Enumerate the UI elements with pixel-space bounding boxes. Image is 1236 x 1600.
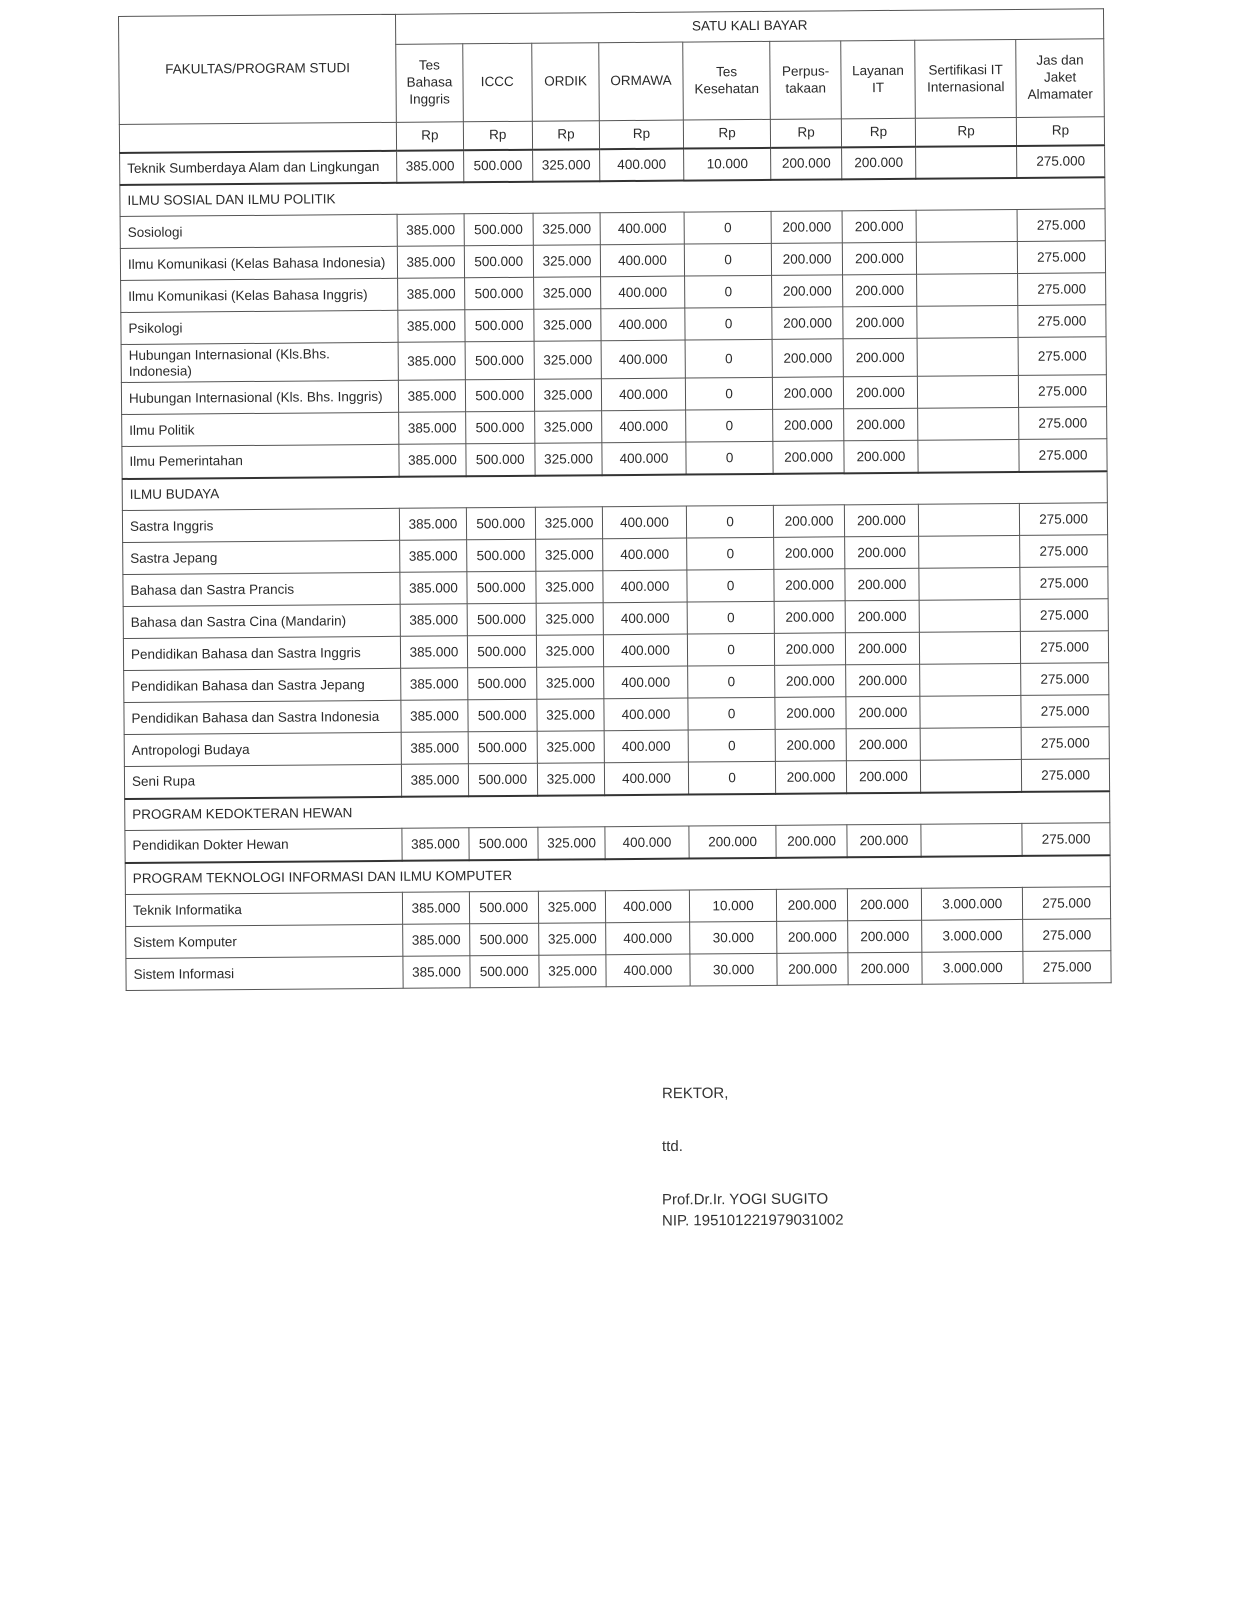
fee-value: 325.000 xyxy=(535,443,603,476)
fee-value: 10.000 xyxy=(683,147,771,180)
fee-value: 200.000 xyxy=(773,339,844,378)
currency-label: Rp xyxy=(532,121,599,150)
fee-value: 325.000 xyxy=(532,149,600,182)
program-name: Pendidikan Bahasa dan Sastra Inggris xyxy=(123,636,401,670)
fee-value: 200.000 xyxy=(842,242,917,275)
fee-value: 200.000 xyxy=(774,505,845,538)
fee-value: 275.000 xyxy=(1021,727,1109,760)
program-name: Bahasa dan Sastra Prancis xyxy=(123,572,401,606)
fee-value: 400.000 xyxy=(604,666,688,699)
fee-value: 0 xyxy=(687,569,775,602)
fee-value: 275.000 xyxy=(1019,439,1107,472)
fee-value: 200.000 xyxy=(771,147,842,180)
program-name: Sistem Komputer xyxy=(126,924,404,958)
fee-value: 0 xyxy=(685,409,773,442)
fee-value: 325.000 xyxy=(536,603,604,636)
fee-value: 0 xyxy=(685,377,773,410)
fee-value: 385.000 xyxy=(403,924,470,957)
fee-value: 0 xyxy=(688,697,776,730)
section-title: PROGRAM KEDOKTERAN HEWAN xyxy=(125,791,1110,831)
currency-label: Rp xyxy=(397,122,463,151)
fee-value: 30.000 xyxy=(689,921,777,954)
fee-value: 275.000 xyxy=(1019,375,1107,408)
program-name: Ilmu Politik xyxy=(122,412,400,446)
fee-value: 500.000 xyxy=(467,699,537,732)
fee-value: 200.000 xyxy=(844,504,919,537)
program-name: Sistem Informasi xyxy=(126,956,404,990)
fee-value: 275.000 xyxy=(1020,503,1108,536)
fee-value: 500.000 xyxy=(466,571,536,604)
fee-value: 400.000 xyxy=(604,730,688,763)
program-name: Teknik Sumberdaya Alam dan Lingkungan xyxy=(120,150,398,184)
column-header: Layanan IT xyxy=(841,40,916,119)
signature-nip: NIP. 195101221979031002 xyxy=(661,1211,844,1230)
fee-value: 0 xyxy=(684,243,772,276)
fee-value: 0 xyxy=(684,211,772,244)
fee-value: 200.000 xyxy=(774,569,845,602)
fee-value: 500.000 xyxy=(465,379,535,412)
fee-value: 0 xyxy=(687,665,775,698)
fee-value: 325.000 xyxy=(537,763,605,796)
fee-value: 275.000 xyxy=(1017,241,1105,274)
fee-value: 500.000 xyxy=(463,149,533,182)
fee-value xyxy=(921,823,1022,856)
fee-value: 0 xyxy=(686,441,774,474)
fee-value: 275.000 xyxy=(1018,273,1106,306)
signature-name: Prof.Dr.Ir. YOGI SUGITO xyxy=(661,1190,829,1209)
fee-value: 500.000 xyxy=(469,923,539,956)
fee-value: 325.000 xyxy=(536,539,604,572)
fee-value: 0 xyxy=(688,729,776,762)
fee-value: 325.000 xyxy=(533,213,601,246)
fee-value: 325.000 xyxy=(537,699,605,732)
section-title: PROGRAM TEKNOLOGI INFORMASI DAN ILMU KOMPUTER xyxy=(125,855,1110,895)
fee-value xyxy=(919,535,1020,568)
fee-value: 200.000 xyxy=(777,921,848,954)
fee-value: 325.000 xyxy=(538,891,606,924)
fee-value: 200.000 xyxy=(777,889,848,922)
fee-value: 200.000 xyxy=(843,376,918,409)
program-name: Bahasa dan Sastra Cina (Mandarin) xyxy=(123,604,401,638)
fee-value: 385.000 xyxy=(402,828,469,861)
fee-value: 325.000 xyxy=(534,379,602,412)
fee-value xyxy=(919,599,1020,632)
fee-value: 0 xyxy=(686,537,774,570)
fee-value: 400.000 xyxy=(603,538,687,571)
fee-value: 385.000 xyxy=(403,892,470,925)
fee-value: 325.000 xyxy=(537,731,605,764)
currency-spacer xyxy=(119,122,397,152)
fee-value: 3.000.000 xyxy=(922,919,1023,952)
column-header: Sertifikasi IT Internasional xyxy=(915,39,1017,118)
fee-value: 500.000 xyxy=(465,341,535,380)
fee-value: 200.000 xyxy=(775,601,846,634)
fee-value: 400.000 xyxy=(602,378,686,411)
fee-value xyxy=(917,337,1018,376)
fee-value: 3.000.000 xyxy=(922,887,1023,920)
fee-value: 200.000 xyxy=(775,633,846,666)
fee-value: 385.000 xyxy=(398,310,465,343)
fee-value: 500.000 xyxy=(464,245,534,278)
fee-value: 500.000 xyxy=(469,955,539,988)
fee-value xyxy=(919,567,1020,600)
fee-value: 0 xyxy=(686,505,774,538)
fee-value: 385.000 xyxy=(401,636,468,669)
fee-value: 275.000 xyxy=(1017,209,1105,242)
fee-value: 200.000 xyxy=(773,377,844,410)
program-name: Pendidikan Bahasa dan Sastra Indonesia xyxy=(124,700,402,734)
fee-value xyxy=(920,695,1021,728)
fee-table-body xyxy=(120,145,1112,991)
fee-value: 400.000 xyxy=(606,922,690,955)
column-header: Perpus-takaan xyxy=(770,41,841,120)
fee-value: 500.000 xyxy=(464,277,534,310)
fee-value: 325.000 xyxy=(534,341,602,380)
fee-value xyxy=(918,439,1019,472)
fee-value: 400.000 xyxy=(605,826,689,859)
fee-value: 400.000 xyxy=(604,698,688,731)
fee-value: 30.000 xyxy=(690,953,778,986)
fee-value: 400.000 xyxy=(606,890,690,923)
fee-value: 400.000 xyxy=(601,276,685,309)
fee-value: 200.000 xyxy=(846,728,921,761)
program-name: Teknik Informatika xyxy=(125,892,403,926)
program-name: Hubungan Internasional (Kls. Bhs. Inggris) xyxy=(121,380,399,414)
fee-value: 200.000 xyxy=(846,760,921,793)
fee-value: 275.000 xyxy=(1020,567,1108,600)
fee-value: 500.000 xyxy=(464,309,534,342)
fee-value: 200.000 xyxy=(842,210,917,243)
fee-value: 275.000 xyxy=(1022,759,1110,792)
fee-value xyxy=(916,209,1017,242)
fee-value: 200.000 xyxy=(845,632,920,665)
currency-label: Rp xyxy=(1016,117,1104,146)
currency-label: Rp xyxy=(916,117,1017,146)
currency-label: Rp xyxy=(683,119,771,148)
fee-value: 385.000 xyxy=(398,246,465,279)
fee-value: 500.000 xyxy=(466,539,536,572)
column-header: Tes Kesehatan xyxy=(683,41,771,120)
fee-value: 200.000 xyxy=(772,211,843,244)
section-title: ILMU SOSIAL DAN ILMU POLITIK xyxy=(120,177,1105,217)
fee-value xyxy=(919,503,1020,536)
fee-value: 200.000 xyxy=(843,338,918,377)
fee-value: 275.000 xyxy=(1020,599,1108,632)
fee-value: 200.000 xyxy=(772,243,843,276)
fee-value: 385.000 xyxy=(398,278,465,311)
fee-value: 500.000 xyxy=(468,763,538,796)
fee-value: 325.000 xyxy=(533,245,601,278)
program-name: Pendidikan Bahasa dan Sastra Jepang xyxy=(124,668,402,702)
fee-value: 200.000 xyxy=(841,146,916,179)
column-header: ORDIK xyxy=(532,43,600,122)
fee-value: 275.000 xyxy=(1021,695,1109,728)
table-row xyxy=(126,951,1111,991)
fee-value: 500.000 xyxy=(468,731,538,764)
program-name: Ilmu Komunikasi (Kelas Bahasa Indonesia) xyxy=(120,246,398,280)
fee-value: 200.000 xyxy=(775,697,846,730)
fee-value: 0 xyxy=(685,339,773,378)
fee-value: 400.000 xyxy=(606,954,690,987)
fee-value xyxy=(916,145,1017,178)
fee-value: 200.000 xyxy=(844,440,919,473)
fee-value: 385.000 xyxy=(400,572,467,605)
fee-value: 500.000 xyxy=(465,411,535,444)
program-name: Pendidikan Dokter Hewan xyxy=(125,828,403,862)
fee-value: 200.000 xyxy=(842,274,917,307)
fee-value: 385.000 xyxy=(403,956,470,989)
fee-value: 500.000 xyxy=(464,213,534,246)
fee-value xyxy=(918,407,1019,440)
fee-value: 200.000 xyxy=(776,729,847,762)
fee-value: 200.000 xyxy=(772,307,843,340)
fee-value: 325.000 xyxy=(539,955,607,988)
fee-value: 325.000 xyxy=(536,571,604,604)
fee-value: 275.000 xyxy=(1022,823,1110,856)
fee-value: 3.000.000 xyxy=(922,951,1023,984)
program-header: FAKULTAS/PROGRAM STUDI xyxy=(119,14,397,124)
fee-value: 200.000 xyxy=(844,536,919,569)
currency-label: Rp xyxy=(463,121,533,150)
fee-value xyxy=(918,375,1019,408)
fee-value: 385.000 xyxy=(401,700,468,733)
column-header: Jas dan Jaket Almamater xyxy=(1016,39,1104,118)
column-header: Tes Bahasa Inggris xyxy=(396,44,463,123)
fee-value: 200.000 xyxy=(845,568,920,601)
fee-value: 200.000 xyxy=(848,952,923,985)
fee-value: 0 xyxy=(684,275,772,308)
fee-value: 385.000 xyxy=(398,342,465,381)
currency-label: Rp xyxy=(771,119,842,148)
fee-value: 200.000 xyxy=(777,953,848,986)
fee-value: 275.000 xyxy=(1018,337,1106,376)
fee-value: 500.000 xyxy=(469,891,539,924)
fee-value: 275.000 xyxy=(1018,305,1106,338)
fee-value: 385.000 xyxy=(400,540,467,573)
fee-value: 385.000 xyxy=(397,150,464,183)
program-name: Seni Rupa xyxy=(124,764,402,798)
fee-value: 400.000 xyxy=(600,148,684,181)
fee-value: 500.000 xyxy=(465,443,535,476)
signature-signed: ttd. xyxy=(661,1137,683,1156)
fee-value: 400.000 xyxy=(603,570,687,603)
fee-value: 200.000 xyxy=(843,306,918,339)
fee-value: 325.000 xyxy=(538,827,606,860)
fee-value: 200.000 xyxy=(847,888,922,921)
column-header: ICCC xyxy=(462,43,532,122)
fee-value: 385.000 xyxy=(399,444,466,477)
program-name: Sosiologi xyxy=(120,214,398,248)
fee-value: 385.000 xyxy=(400,508,467,541)
fee-value: 325.000 xyxy=(535,411,603,444)
currency-label: Rp xyxy=(841,118,916,147)
fee-value: 325.000 xyxy=(537,667,605,700)
fee-value: 275.000 xyxy=(1017,145,1105,178)
fee-value: 200.000 xyxy=(845,664,920,697)
fee-value: 400.000 xyxy=(600,212,684,245)
program-name: Sastra Inggris xyxy=(122,508,400,542)
fee-value: 385.000 xyxy=(399,380,466,413)
fee-value xyxy=(921,759,1022,792)
fee-value: 400.000 xyxy=(604,634,688,667)
fee-value: 500.000 xyxy=(467,667,537,700)
fee-value: 275.000 xyxy=(1021,631,1109,664)
fee-value: 385.000 xyxy=(399,412,466,445)
program-name: Ilmu Komunikasi (Kelas Bahasa Inggris) xyxy=(121,278,399,312)
fee-value: 325.000 xyxy=(533,277,601,310)
fee-value: 385.000 xyxy=(397,214,464,247)
fee-value: 500.000 xyxy=(467,635,537,668)
currency-label: Rp xyxy=(600,120,684,149)
fee-value xyxy=(917,273,1018,306)
fee-value: 200.000 xyxy=(773,441,844,474)
fee-value: 200.000 xyxy=(846,696,921,729)
program-name: Hubungan Internasional (Kls.Bhs. Indonesia) xyxy=(121,342,399,382)
fee-value: 0 xyxy=(687,601,775,634)
column-header: ORMAWA xyxy=(599,42,683,121)
fee-value xyxy=(917,241,1018,274)
fee-value: 275.000 xyxy=(1023,919,1111,952)
fee-value: 325.000 xyxy=(534,309,602,342)
fee-value: 500.000 xyxy=(468,827,538,860)
fee-value xyxy=(920,631,1021,664)
fee-value: 400.000 xyxy=(601,244,685,277)
fee-value: 275.000 xyxy=(1023,951,1111,984)
fee-value: 200.000 xyxy=(774,537,845,570)
fee-value: 400.000 xyxy=(605,762,689,795)
section-title: ILMU BUDAYA xyxy=(122,471,1107,511)
fee-value: 325.000 xyxy=(536,635,604,668)
fee-value: 400.000 xyxy=(602,410,686,443)
fee-value: 500.000 xyxy=(466,507,536,540)
fee-value: 275.000 xyxy=(1023,887,1111,920)
fee-value: 200.000 xyxy=(845,600,920,633)
fee-value: 400.000 xyxy=(601,308,685,341)
fee-value: 200.000 xyxy=(776,761,847,794)
fee-value: 400.000 xyxy=(601,340,685,379)
fee-value: 385.000 xyxy=(401,668,468,701)
fee-value: 325.000 xyxy=(539,923,607,956)
fee-value: 200.000 xyxy=(689,825,777,858)
fee-value: 0 xyxy=(688,761,776,794)
fee-value: 275.000 xyxy=(1019,407,1107,440)
fee-value: 385.000 xyxy=(402,764,469,797)
fee-value: 400.000 xyxy=(603,506,687,539)
fee-value: 200.000 xyxy=(772,275,843,308)
fee-value: 200.000 xyxy=(776,825,847,858)
fee-value: 200.000 xyxy=(843,408,918,441)
fee-value: 10.000 xyxy=(689,889,777,922)
fee-value: 275.000 xyxy=(1020,535,1108,568)
fee-value: 500.000 xyxy=(467,603,537,636)
program-name: Sastra Jepang xyxy=(123,540,401,574)
group-header: SATU KALI BAYAR xyxy=(396,9,1104,45)
fee-value: 200.000 xyxy=(773,409,844,442)
fee-value: 200.000 xyxy=(775,665,846,698)
signature-title: REKTOR, xyxy=(661,1084,729,1103)
fee-table xyxy=(118,8,1112,991)
fee-value xyxy=(920,663,1021,696)
program-name: Antropologi Budaya xyxy=(124,732,402,766)
program-name: Psikologi xyxy=(121,310,399,344)
fee-value: 200.000 xyxy=(847,824,922,857)
fee-value: 400.000 xyxy=(603,602,687,635)
fee-value: 385.000 xyxy=(401,732,468,765)
fee-value xyxy=(917,305,1018,338)
fee-value: 0 xyxy=(687,633,775,666)
fee-value xyxy=(920,727,1021,760)
fee-value: 400.000 xyxy=(602,442,686,475)
fee-value: 385.000 xyxy=(400,604,467,637)
fee-value: 0 xyxy=(685,307,773,340)
program-name: Ilmu Pemerintahan xyxy=(122,444,400,478)
fee-value: 325.000 xyxy=(535,507,603,540)
fee-value: 200.000 xyxy=(847,920,922,953)
fee-value: 275.000 xyxy=(1021,663,1109,696)
